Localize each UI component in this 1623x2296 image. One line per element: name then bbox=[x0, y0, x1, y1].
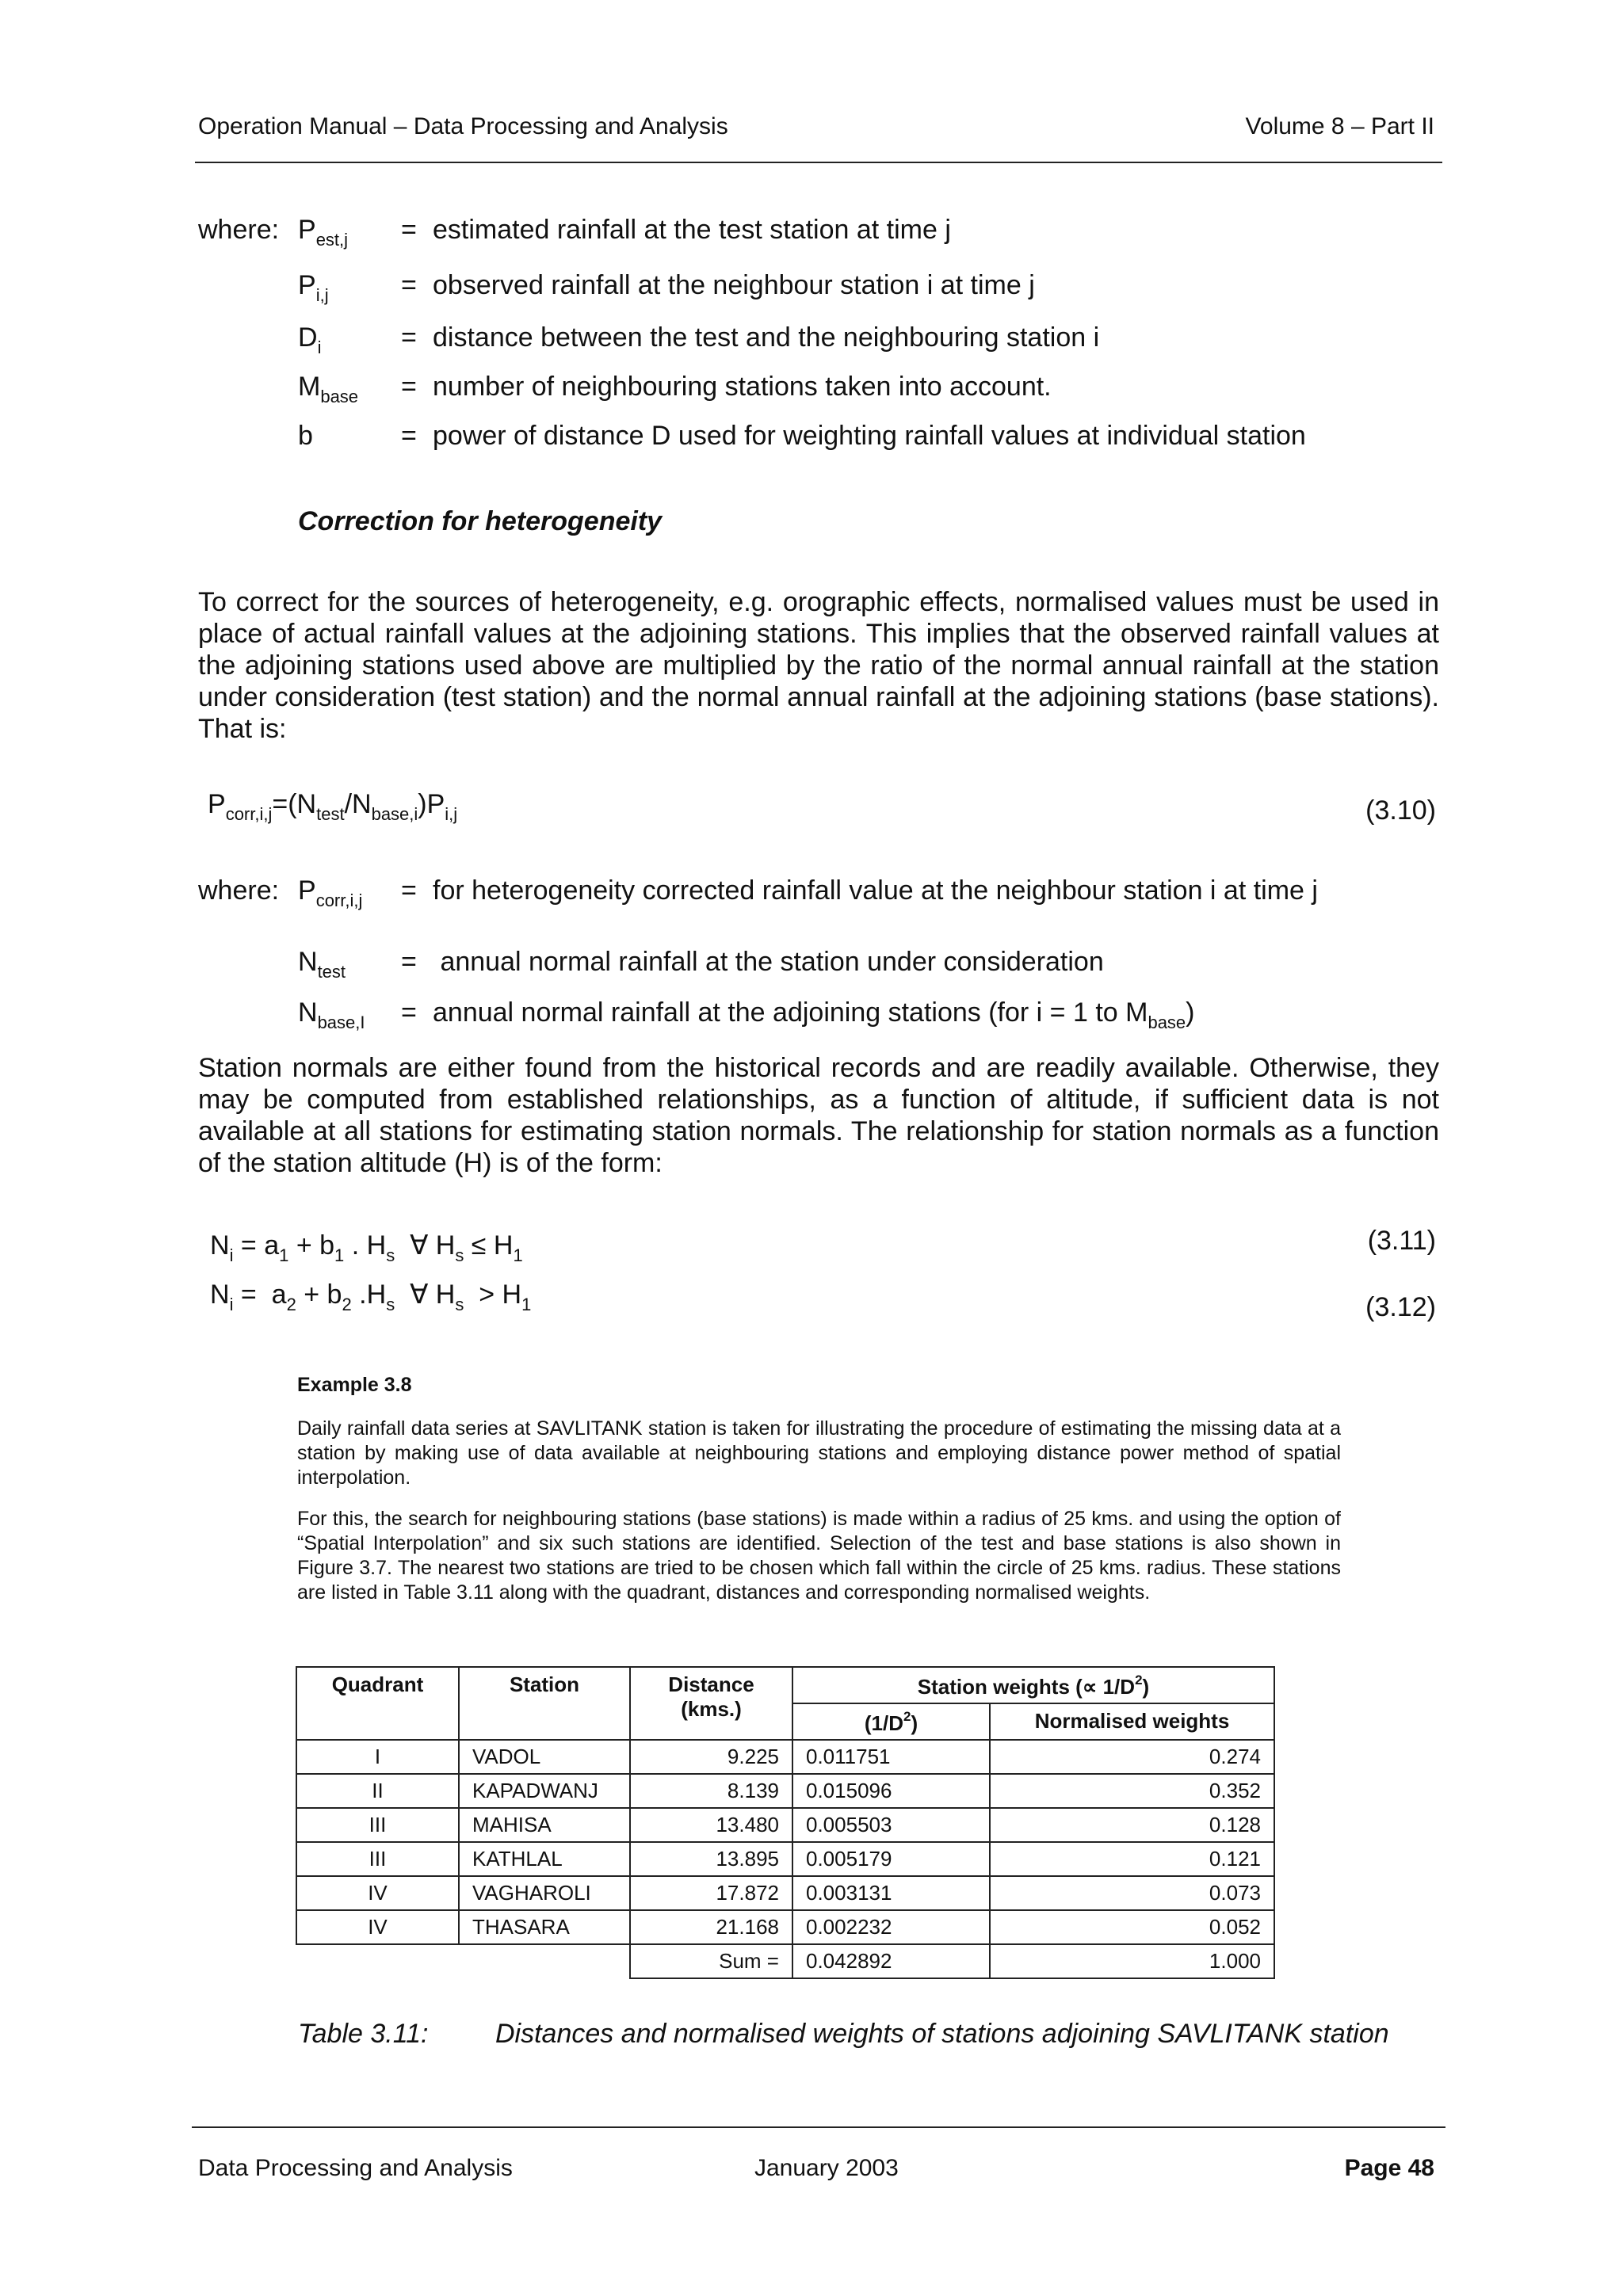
equation-number-3-12: (3.12) bbox=[1365, 1292, 1436, 1322]
equation-3-10: $P_{corr,i,j}=(N_{test}/N_{base,i})P_{i,j}$ bbox=[208, 789, 458, 824]
definition: observed rainfall at the neighbour station i at time j bbox=[433, 270, 1035, 300]
table-row: IV THASARA 21.168 0.002232 0.052 bbox=[296, 1910, 1274, 1944]
where-row bbox=[198, 214, 1306, 265]
where-row bbox=[198, 997, 1318, 1046]
definition: annual normal rainfall at the station under consideration bbox=[433, 947, 1104, 977]
footer-title: Data Processing and Analysis bbox=[198, 2155, 513, 2181]
example-title: Example 3.8 bbox=[297, 1374, 412, 1396]
header-normalised-weights: Normalised weights bbox=[990, 1703, 1274, 1740]
example-paragraph-1: Daily rainfall data series at SAVLITANK station is taken for illustrating the procedure of estimating the missing data at a station by making use of data available at neighbouring stations and employing distance power method of spatial interpolation. bbox=[297, 1417, 1341, 1489]
header-volume: Volume 8 – Part II bbox=[1245, 113, 1434, 139]
where-row bbox=[198, 322, 1306, 371]
table-row: III KATHLAL 13.895 0.005179 0.121 bbox=[296, 1842, 1274, 1876]
table-header-row bbox=[296, 1667, 1274, 1703]
symbol: $N_{base,I}$ bbox=[298, 997, 365, 1032]
equation-3-12: $N_i = a_2 + b_2$ $.H_s$ ∀ $H_s > H_1$ bbox=[210, 1280, 532, 1314]
where-label: where: bbox=[198, 215, 280, 245]
symbol: $P_{i,j}$ bbox=[298, 270, 329, 305]
footer-rule bbox=[192, 2126, 1445, 2128]
sum-label: Sum = bbox=[630, 1944, 792, 1978]
header-station-weights: Station weights (∝ $1/D^2$) bbox=[792, 1667, 1274, 1703]
table-row: II KAPADWANJ 8.139 0.015096 0.352 bbox=[296, 1774, 1274, 1808]
header-station: Station bbox=[459, 1667, 630, 1740]
sum-normalised: 1.000 bbox=[990, 1944, 1274, 1978]
definition: estimated rainfall at the test station at time j bbox=[433, 215, 951, 245]
definition: annual normal rainfall at the adjoining stations (for i = 1 to $M_{base}$) bbox=[433, 997, 1195, 1032]
equation-number-3-10: (3.10) bbox=[1365, 795, 1436, 826]
equals-sign: = bbox=[401, 270, 417, 300]
definition: distance between the test and the neighbouring station i bbox=[433, 322, 1100, 353]
equals-sign: = bbox=[401, 421, 417, 451]
where-row bbox=[198, 420, 1306, 469]
station-weights-table bbox=[296, 1666, 1275, 1979]
equals-sign: = bbox=[401, 215, 417, 245]
definition: for heterogeneity corrected rainfall value at the neighbour station i at time j bbox=[433, 875, 1318, 906]
paragraph-heterogeneity: To correct for the sources of heterogeneity, e.g. orographic effects, normalised values must be used in place of actual rainfall values at the adjoining stations. This implies that the observed rainfall values at the adjoining stations used above are multiplied by the ratio of the normal annual rainfall at the station under consideration (test station) and the normal annual rainfall at the adjoining stations (base stations). That is: bbox=[198, 587, 1439, 744]
where-block-1 bbox=[198, 214, 1306, 469]
symbol: $P_{est,j}$ bbox=[298, 215, 349, 250]
table-row: I VADOL 9.225 0.011751 0.274 bbox=[296, 1740, 1274, 1774]
symbol: $P_{corr,i,j}$ bbox=[298, 875, 363, 910]
equation-3-11: $N_i = a_1 + b_1$ . $H_s$ ∀ $H_s \le H_1$ bbox=[210, 1230, 523, 1265]
table-row: IV VAGHAROLI 17.872 0.003131 0.073 bbox=[296, 1876, 1274, 1910]
symbol: b bbox=[298, 421, 313, 451]
symbol: $D_i$ bbox=[298, 322, 322, 357]
header-inverse-distance: $(1/D^2)$ bbox=[792, 1703, 990, 1740]
section-heading: Correction for heterogeneity bbox=[298, 506, 663, 536]
equals-sign: = bbox=[401, 372, 417, 402]
table-row: III MAHISA 13.480 0.005503 0.128 bbox=[296, 1808, 1274, 1842]
table-caption-text: Distances and normalised weights of stations adjoining SAVLITANK station bbox=[495, 2019, 1389, 2049]
equation-number-3-11: (3.11) bbox=[1367, 1226, 1436, 1256]
header-quadrant: Quadrant bbox=[296, 1667, 459, 1740]
sum-inverse: 0.042892 bbox=[792, 1944, 990, 1978]
header-title: Operation Manual – Data Processing and Analysis bbox=[198, 113, 728, 139]
equals-sign: = bbox=[401, 947, 417, 977]
equals-sign: = bbox=[401, 997, 417, 1028]
where-row bbox=[198, 265, 1306, 322]
definition: power of distance D used for weighting rainfall values at individual station bbox=[433, 421, 1306, 451]
definition: number of neighbouring stations taken into account. bbox=[433, 372, 1052, 402]
where-label: where: bbox=[198, 875, 280, 906]
footer-date: January 2003 bbox=[754, 2155, 899, 2181]
where-block-2 bbox=[198, 875, 1318, 1046]
table-sum-row bbox=[296, 1944, 1274, 1978]
where-row bbox=[198, 875, 1318, 946]
symbol: $M_{base}$ bbox=[298, 372, 359, 406]
example-paragraph-2: For this, the search for neighbouring stations (base stations) is made within a radius of 25 kms. and using the option of “Spatial Interpolation” and six such stations are identified. Selection of the test and base stations is also shown in Figure 3.7. The nearest two stations are tried to be chosen which fall within the circle of 25 kms. radius. These stations are listed in Table 3.11 along with the quadrant, distances and corresponding normalised weights. bbox=[297, 1508, 1341, 1604]
header-rule bbox=[195, 162, 1442, 163]
header-distance: Distance (kms.) bbox=[630, 1667, 792, 1740]
page-number: Page 48 bbox=[1344, 2155, 1434, 2181]
table-caption-label: Table 3.11: bbox=[298, 2019, 429, 2049]
equals-sign: = bbox=[401, 875, 417, 906]
paragraph-station-normals: Station normals are either found from the historical records and are readily available. Otherwise, they may be computed from established relationships, as a function of altitude, if sufficient data is not available at all stations for estimating station normals. The relationship for station normals as a function of the station altitude (H) is of the form: bbox=[198, 1053, 1439, 1178]
symbol: $N_{test}$ bbox=[298, 947, 346, 982]
equals-sign: = bbox=[401, 322, 417, 353]
where-row bbox=[198, 371, 1306, 420]
where-row bbox=[198, 946, 1318, 997]
